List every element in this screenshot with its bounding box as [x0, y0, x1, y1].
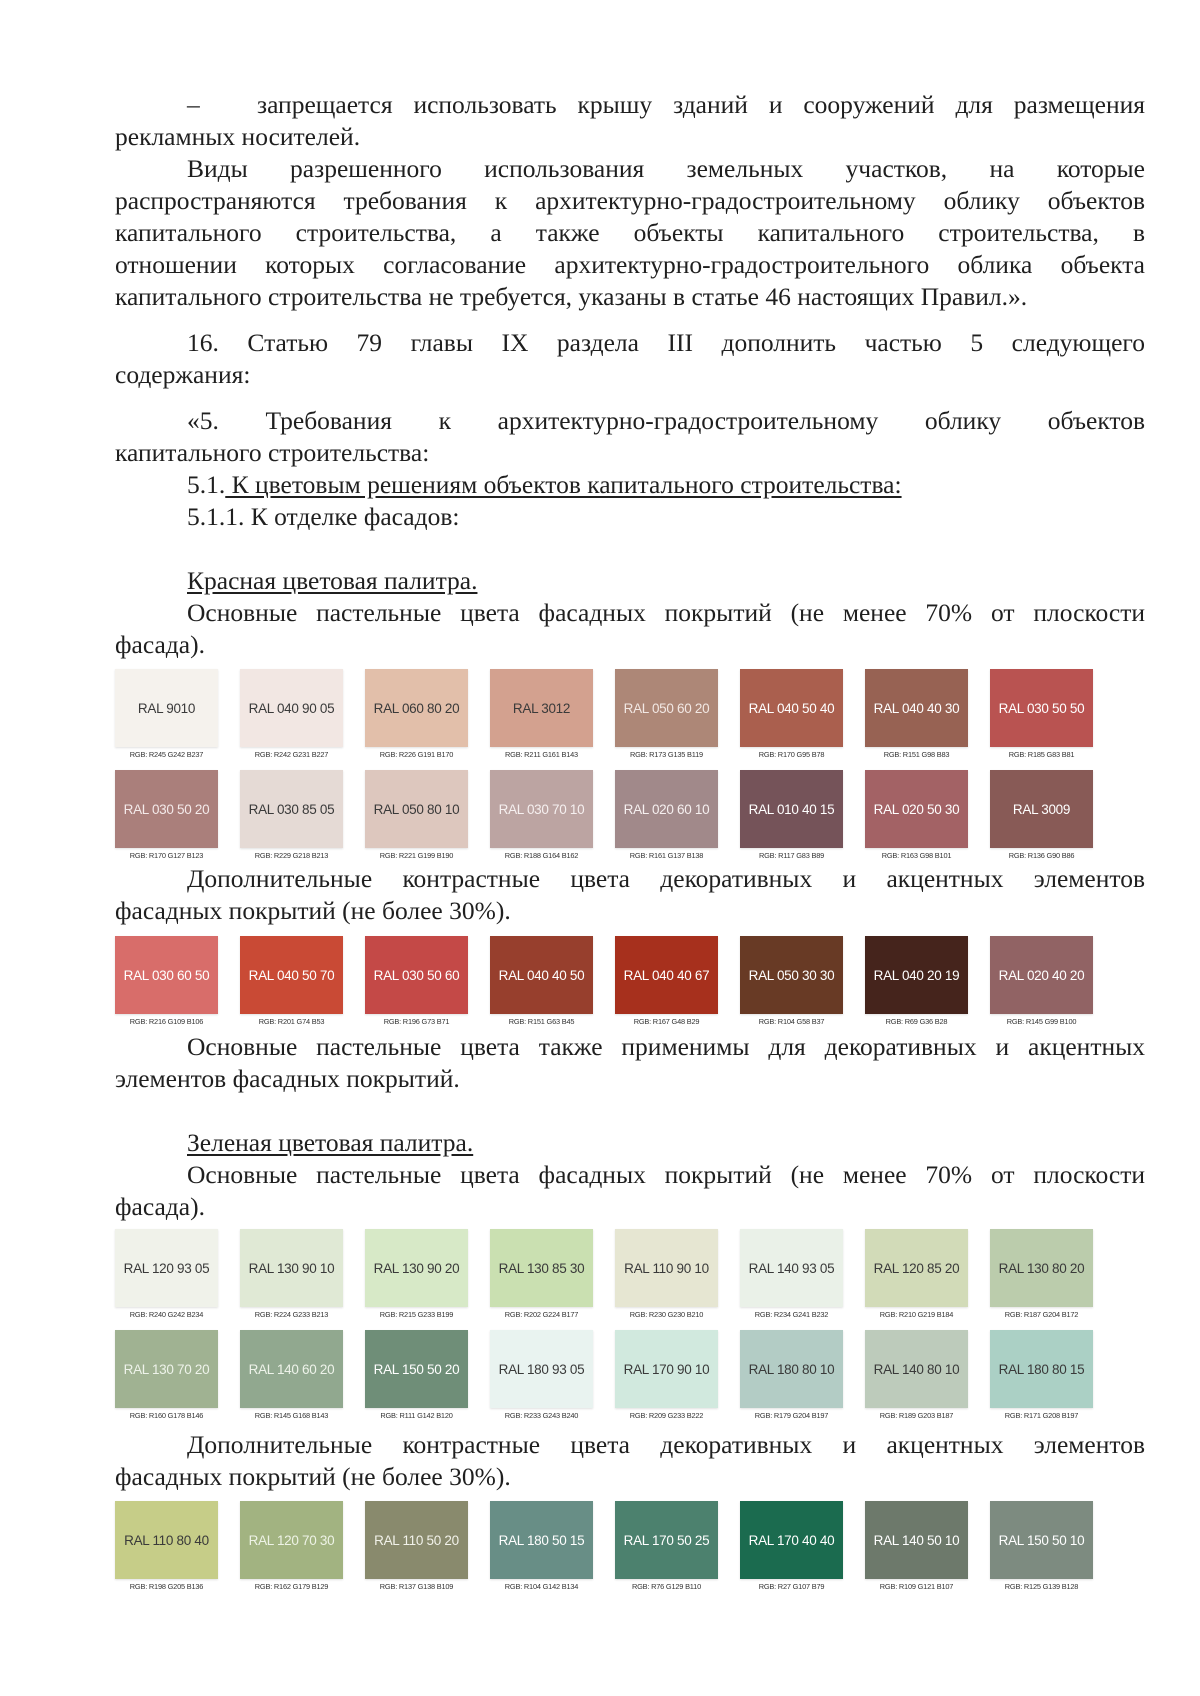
- swatch-code: RAL 040 20 19: [865, 936, 968, 1014]
- swatch-rgb-label: RGB: R224 G233 B213: [254, 1310, 329, 1319]
- swatch-code: RAL 150 50 20: [365, 1330, 468, 1408]
- swatch-rgb-label: RGB: R216 G109 B106: [129, 1017, 204, 1026]
- swatch-rgb-label: RGB: R76 G129 B110: [632, 1582, 701, 1591]
- swatch-code: RAL 120 93 05: [115, 1229, 218, 1307]
- swatch-code: RAL 020 60 10: [615, 770, 718, 848]
- swatch-code: RAL 130 90 20: [365, 1229, 468, 1307]
- color-swatch: [490, 1501, 593, 1591]
- swatch-rgb-label: RGB: R163 G98 B101: [881, 851, 952, 860]
- color-swatch: [615, 770, 718, 860]
- swatch-rgb-label: RGB: R211 G161 B143: [505, 750, 578, 759]
- color-swatch: [115, 669, 218, 759]
- swatch-rgb-label: RGB: R226 G191 B170: [379, 750, 454, 759]
- swatch-rgb-label: RGB: R151 G98 B83: [883, 750, 950, 759]
- paragraph-line: Виды разрешенного использования земельных участков, на которые: [187, 154, 1145, 183]
- paragraph-line: фасада).: [115, 630, 205, 659]
- color-swatch: [865, 669, 968, 759]
- swatch-code: RAL 030 50 20: [115, 770, 218, 848]
- swatch-rgb-label: RGB: R189 G203 B187: [879, 1411, 954, 1420]
- swatch-rgb-label: RGB: R27 G107 B79: [758, 1582, 825, 1591]
- swatch-code: RAL 040 50 70: [240, 936, 343, 1014]
- swatch-rgb-label: RGB: R240 G242 B234: [129, 1310, 204, 1319]
- swatch-rgb-label: RGB: R171 G208 B197: [1004, 1411, 1079, 1420]
- color-swatch: [990, 770, 1093, 860]
- color-swatch: [615, 1330, 718, 1420]
- paragraph-line: капитального строительства:: [115, 438, 430, 467]
- swatch-rgb-label: RGB: R104 G58 B37: [758, 1017, 825, 1026]
- swatch-rgb-label: RGB: R136 G90 B86: [1008, 851, 1075, 860]
- dash-marker: –: [187, 90, 200, 119]
- paragraph-line: Дополнительные контрастные цвета декоративных и акцентных элементов: [187, 1430, 1145, 1459]
- swatch-code: RAL 010 40 15: [740, 770, 843, 848]
- color-swatch: [490, 770, 593, 860]
- swatch-rgb-label: RGB: R230 G230 B210: [629, 1310, 704, 1319]
- swatch-code: RAL 050 60 20: [615, 669, 718, 747]
- paragraph-line: 16. Статью 79 главы IX раздела III дополнить частью 5 следующего: [187, 328, 1145, 357]
- swatch-code: RAL 180 80 15: [990, 1330, 1093, 1408]
- swatch-code: RAL 170 40 40: [740, 1501, 843, 1579]
- color-swatch: [490, 1330, 593, 1420]
- swatch-rgb-label: RGB: R173 G135 B119: [630, 750, 703, 759]
- swatch-code: RAL 050 30 30: [740, 936, 843, 1014]
- swatch-code: RAL 180 80 10: [740, 1330, 843, 1408]
- swatch-rgb-label: RGB: R233 G243 B240: [504, 1411, 579, 1420]
- color-swatch: [740, 1501, 843, 1591]
- swatch-code: RAL 020 50 30: [865, 770, 968, 848]
- swatch-code: RAL 110 80 40: [115, 1501, 218, 1579]
- swatch-rgb-label: RGB: R202 G224 B177: [504, 1310, 579, 1319]
- color-swatch: [740, 1229, 843, 1319]
- paragraph-line: отношении которых согласование архитектурно-градостроительного облика объекта: [115, 250, 1145, 279]
- paragraph-line: Основные пастельные цвета также применимы для декоративных и акцентных: [187, 1032, 1145, 1061]
- swatch-rgb-label: RGB: R198 G205 B136: [129, 1582, 204, 1591]
- color-swatch: [240, 936, 343, 1026]
- swatch-code: RAL 050 80 10: [365, 770, 468, 848]
- swatch-row: [115, 1330, 1115, 1420]
- paragraph-line: запрещается использовать крышу зданий и сооружений для размещения: [257, 90, 1145, 119]
- color-swatch: [615, 669, 718, 759]
- color-swatch: [990, 669, 1093, 759]
- swatch-rgb-label: RGB: R229 G218 B213: [254, 851, 329, 860]
- subsection-heading: [187, 469, 1145, 501]
- color-swatch: [990, 1501, 1093, 1591]
- swatch-code: RAL 030 70 10: [490, 770, 593, 848]
- swatch-code: RAL 040 50 40: [740, 669, 843, 747]
- color-swatch: [615, 936, 718, 1026]
- color-swatch: [240, 669, 343, 759]
- swatch-rgb-label: RGB: R242 G231 B227: [254, 750, 329, 759]
- swatch-code: RAL 170 90 10: [615, 1330, 718, 1408]
- color-swatch: [240, 770, 343, 860]
- color-swatch: [865, 770, 968, 860]
- color-swatch: [365, 936, 468, 1026]
- color-swatch: [365, 1501, 468, 1591]
- swatch-code: RAL 130 70 20: [115, 1330, 218, 1408]
- swatch-rgb-label: RGB: R111 G142 B120: [380, 1411, 453, 1420]
- swatch-code: RAL 3012: [490, 669, 593, 747]
- paragraph-line: содержания:: [115, 360, 251, 389]
- color-swatch: [490, 669, 593, 759]
- color-swatch: [740, 1330, 843, 1420]
- swatch-code: RAL 150 50 10: [990, 1501, 1093, 1579]
- swatch-code: RAL 110 50 20: [365, 1501, 468, 1579]
- swatch-rgb-label: RGB: R215 G233 B199: [379, 1310, 454, 1319]
- swatch-code: RAL 140 50 10: [865, 1501, 968, 1579]
- color-swatch: [365, 770, 468, 860]
- subsection-heading: 5.1.1. К отделке фасадов:: [187, 502, 460, 531]
- swatch-rgb-label: RGB: R209 G233 B222: [629, 1411, 704, 1420]
- color-swatch: [990, 936, 1093, 1026]
- swatch-rgb-label: RGB: R170 G95 B78: [758, 750, 825, 759]
- swatch-code: RAL 060 80 20: [365, 669, 468, 747]
- color-swatch: [365, 669, 468, 759]
- swatch-rgb-label: RGB: R170 G127 B123: [129, 851, 204, 860]
- swatch-rgb-label: RGB: R179 G204 B197: [754, 1411, 829, 1420]
- color-swatch: [990, 1229, 1093, 1319]
- swatch-code: RAL 030 50 50: [990, 669, 1093, 747]
- color-swatch: [865, 1229, 968, 1319]
- color-swatch: [615, 1229, 718, 1319]
- swatch-code: RAL 140 93 05: [740, 1229, 843, 1307]
- paragraph-line: Основные пастельные цвета фасадных покрытий (не менее 70% от плоскости: [187, 598, 1145, 627]
- palette-heading-red: Красная цветовая палитра.: [187, 566, 478, 595]
- swatch-rgb-label: RGB: R234 G241 B232: [754, 1310, 829, 1319]
- swatch-rgb-label: RGB: R137 G138 B109: [379, 1582, 454, 1591]
- swatch-row: [115, 936, 1115, 1026]
- swatch-code: RAL 130 85 30: [490, 1229, 593, 1307]
- swatch-code: RAL 130 80 20: [990, 1229, 1093, 1307]
- swatch-code: RAL 140 80 10: [865, 1330, 968, 1408]
- swatch-code: RAL 040 40 67: [615, 936, 718, 1014]
- color-swatch: [240, 1501, 343, 1591]
- swatch-rgb-label: RGB: R109 G121 B107: [879, 1582, 954, 1591]
- swatch-rgb-label: RGB: R69 G36 B28: [885, 1017, 948, 1026]
- swatch-rgb-label: RGB: R117 G83 B89: [758, 851, 825, 860]
- swatch-code: RAL 030 60 50: [115, 936, 218, 1014]
- swatch-rgb-label: RGB: R185 G83 B81: [1008, 750, 1075, 759]
- swatch-rgb-label: RGB: R221 G199 B190: [379, 851, 454, 860]
- swatch-rgb-label: RGB: R201 G74 B53: [258, 1017, 325, 1026]
- swatch-code: RAL 040 90 05: [240, 669, 343, 747]
- color-swatch: [115, 936, 218, 1026]
- swatch-code: RAL 040 40 30: [865, 669, 968, 747]
- swatch-code: RAL 3009: [990, 770, 1093, 848]
- color-swatch: [115, 1501, 218, 1591]
- swatch-row: [115, 669, 1115, 759]
- color-swatch: [115, 770, 218, 860]
- swatch-row: [115, 1229, 1115, 1319]
- color-swatch: [740, 669, 843, 759]
- swatch-code: RAL 020 40 20: [990, 936, 1093, 1014]
- swatch-rgb-label: RGB: R210 G219 B184: [879, 1310, 954, 1319]
- swatch-code: RAL 040 40 50: [490, 936, 593, 1014]
- swatch-rgb-label: RGB: R187 G204 B172: [1004, 1310, 1079, 1319]
- paragraph-line: «5. Требования к архитектурно-градостроительному облику объектов: [187, 406, 1145, 435]
- paragraph-line: фасадных покрытий (не более 30%).: [115, 1462, 511, 1491]
- paragraph-line: Основные пастельные цвета фасадных покрытий (не менее 70% от плоскости: [187, 1160, 1145, 1189]
- color-swatch: [240, 1330, 343, 1420]
- swatch-code: RAL 180 93 05: [490, 1330, 593, 1408]
- swatch-code: RAL 110 90 10: [615, 1229, 718, 1307]
- swatch-rgb-label: RGB: R161 G137 B138: [629, 851, 704, 860]
- swatch-rgb-label: RGB: R151 G63 B45: [508, 1017, 575, 1026]
- swatch-rgb-label: RGB: R196 G73 B71: [383, 1017, 450, 1026]
- paragraph-line: капитального строительства не требуется, указаны в статье 46 настоящих Правил.».: [115, 282, 1028, 311]
- swatch-row: [115, 1501, 1115, 1591]
- color-swatch: [240, 1229, 343, 1319]
- swatch-rgb-label: RGB: R162 G179 B129: [254, 1582, 329, 1591]
- paragraph-line: фасадных покрытий (не более 30%).: [115, 896, 511, 925]
- palette-heading-green: Зеленая цветовая палитра.: [187, 1128, 474, 1157]
- swatch-code: RAL 120 70 30: [240, 1501, 343, 1579]
- swatch-row: [115, 770, 1115, 860]
- swatch-rgb-label: RGB: R160 G178 B146: [129, 1411, 204, 1420]
- swatch-code: RAL 030 85 05: [240, 770, 343, 848]
- swatch-rgb-label: RGB: R167 G48 B29: [633, 1017, 700, 1026]
- swatch-rgb-label: RGB: R125 G139 B128: [1004, 1582, 1079, 1591]
- swatch-code: RAL 140 60 20: [240, 1330, 343, 1408]
- color-swatch: [115, 1330, 218, 1420]
- color-swatch: [490, 1229, 593, 1319]
- paragraph-line: элементов фасадных покрытий.: [115, 1064, 460, 1093]
- color-swatch: [865, 936, 968, 1026]
- swatch-rgb-label: RGB: R104 G142 B134: [504, 1582, 579, 1591]
- color-swatch: [365, 1229, 468, 1319]
- color-swatch: [865, 1501, 968, 1591]
- color-swatch: [990, 1330, 1093, 1420]
- swatch-rgb-label: RGB: R245 G242 B237: [129, 750, 204, 759]
- swatch-rgb-label: RGB: R188 G164 B162: [504, 851, 579, 860]
- paragraph-line: капитального строительства, а также объекты капитального строительства, в: [115, 218, 1145, 247]
- paragraph-line: фасада).: [115, 1192, 205, 1221]
- subsection-title: К цветовым решениям объектов капитального строительства:: [225, 470, 902, 499]
- color-swatch: [615, 1501, 718, 1591]
- swatch-code: RAL 120 85 20: [865, 1229, 968, 1307]
- color-swatch: [490, 936, 593, 1026]
- swatch-code: RAL 180 50 15: [490, 1501, 593, 1579]
- color-swatch: [115, 1229, 218, 1319]
- paragraph-line: распространяются требования к архитектурно-градостроительному облику объектов: [115, 186, 1145, 215]
- paragraph-line: рекламных носителей.: [115, 122, 361, 151]
- color-swatch: [365, 1330, 468, 1420]
- swatch-rgb-label: RGB: R145 G99 B100: [1006, 1017, 1077, 1026]
- paragraph-line: Дополнительные контрастные цвета декоративных и акцентных элементов: [187, 864, 1145, 893]
- swatch-code: RAL 130 90 10: [240, 1229, 343, 1307]
- subsection-number: 5.1.: [187, 470, 226, 499]
- swatch-code: RAL 9010: [115, 669, 218, 747]
- swatch-rgb-label: RGB: R145 G168 B143: [254, 1411, 329, 1420]
- color-swatch: [865, 1330, 968, 1420]
- color-swatch: [740, 936, 843, 1026]
- swatch-code: RAL 170 50 25: [615, 1501, 718, 1579]
- color-swatch: [740, 770, 843, 860]
- swatch-code: RAL 030 50 60: [365, 936, 468, 1014]
